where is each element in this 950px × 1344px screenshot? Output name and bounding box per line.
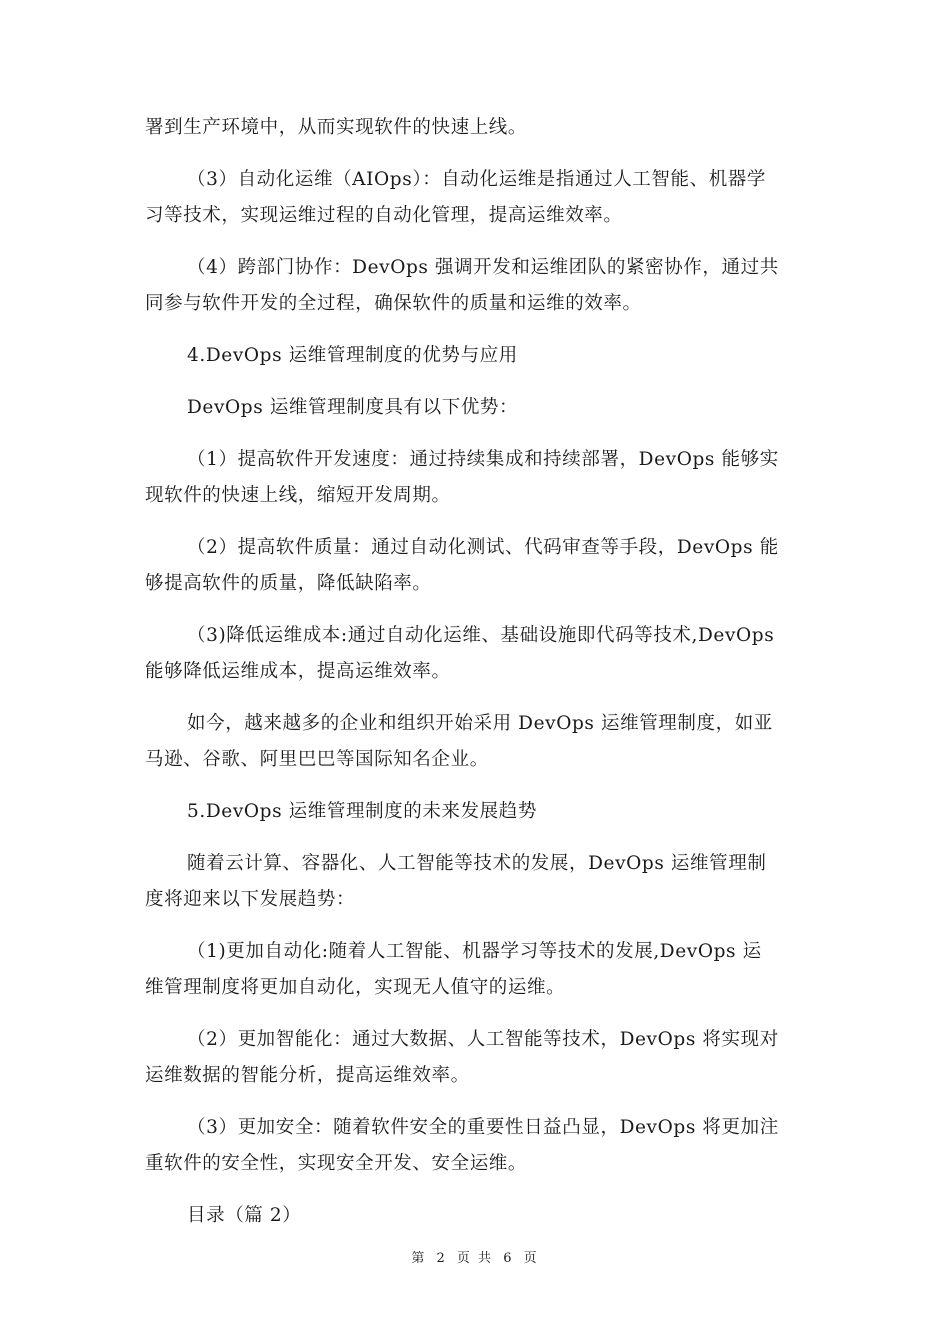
paragraph [145, 390, 805, 426]
text-line: 如今，越来越多的企业和组织开始采用 DevOps 运维管理制度，如亚 [187, 713, 773, 734]
text-line: 维管理制度将更加自动化，实现无人值守的运维。 [145, 977, 566, 998]
text-line: 重软件的安全性，实现安全开发、安全运维。 [145, 1153, 528, 1174]
text-line: 马逊、谷歌、阿里巴巴等国际知名企业。 [145, 749, 489, 770]
text-line: （3）自动化运维（AIOps）：自动化运维是指通过人工智能、机器学 [187, 169, 766, 190]
text-line: 能够降低运维成本，提高运维效率。 [145, 661, 451, 682]
paragraph-gap [145, 1094, 805, 1110]
page-footer [0, 1247, 950, 1266]
paragraph-gap [145, 514, 805, 530]
paragraph [145, 1110, 805, 1182]
paragraph [145, 442, 805, 514]
text-line: （2）更加智能化：通过大数据、人工智能等技术，DevOps 将实现对 [187, 1029, 779, 1050]
text-line: （1)更加自动化:随着人工智能、机器学习等技术的发展,DevOps 运 [187, 941, 762, 962]
text-line: （3）更加安全：随着软件安全的重要性日益凸显，DevOps 将更加注 [187, 1117, 779, 1138]
text-line: 度将迎来以下发展趋势： [145, 889, 356, 910]
footer-page-number: 2 [436, 1251, 447, 1266]
text-line: （1）提高软件开发速度：通过持续集成和持续部署，DevOps 能够实 [187, 449, 779, 470]
paragraph-gap [145, 374, 805, 390]
paragraph-gap [145, 602, 805, 618]
text-line: DevOps 运维管理制度具有以下优势： [187, 397, 519, 418]
text-line: （3)降低运维成本:通过自动化运维、基础设施即代码等技术,DevOps [187, 625, 775, 646]
paragraph-gap [145, 1182, 805, 1198]
footer-suffix: 页 [523, 1251, 539, 1266]
text-line: 署到生产环境中，从而实现软件的快速上线。 [145, 117, 528, 138]
text-line: 5.DevOps 运维管理制度的未来发展趋势 [187, 801, 537, 822]
footer-total-pages: 6 [503, 1251, 514, 1266]
document-body [145, 110, 805, 1234]
text-line: 现软件的快速上线，缩短开发周期。 [145, 485, 451, 506]
paragraph [145, 530, 805, 602]
paragraph [145, 250, 805, 322]
text-line: （2）提高软件质量：通过自动化测试、代码审查等手段，DevOps 能 [187, 537, 779, 558]
paragraph [145, 1198, 805, 1234]
paragraph [145, 338, 805, 374]
text-line: 随着云计算、容器化、人工智能等技术的发展，DevOps 运维管理制 [187, 853, 767, 874]
text-line: 运维数据的智能分析，提高运维效率。 [145, 1065, 470, 1086]
text-line: 4.DevOps 运维管理制度的优势与应用 [187, 345, 518, 366]
paragraph-gap [145, 1006, 805, 1022]
paragraph-gap [145, 146, 805, 162]
paragraph-gap [145, 830, 805, 846]
paragraph-gap [145, 426, 805, 442]
paragraph [145, 618, 805, 690]
text-line: （4）跨部门协作：DevOps 强调开发和运维团队的紧密协作，通过共 [187, 257, 779, 278]
footer-middle: 页 共 [456, 1251, 494, 1266]
footer-prefix: 第 [411, 1251, 427, 1266]
paragraph [145, 162, 805, 234]
paragraph [145, 846, 805, 918]
paragraph [145, 706, 805, 778]
text-line: 习等技术，实现运维过程的自动化管理，提高运维效率。 [145, 205, 623, 226]
paragraph-gap [145, 234, 805, 250]
paragraph-gap [145, 322, 805, 338]
paragraph [145, 110, 805, 146]
paragraph-gap [145, 690, 805, 706]
paragraph-gap [145, 918, 805, 934]
paragraph [145, 934, 805, 1006]
paragraph-gap [145, 778, 805, 794]
text-line: 目录（篇 2） [187, 1205, 302, 1226]
text-line: 够提高软件的质量，降低缺陷率。 [145, 573, 432, 594]
paragraph [145, 794, 805, 830]
text-line: 同参与软件开发的全过程，确保软件的质量和运维的效率。 [145, 293, 642, 314]
paragraph [145, 1022, 805, 1094]
